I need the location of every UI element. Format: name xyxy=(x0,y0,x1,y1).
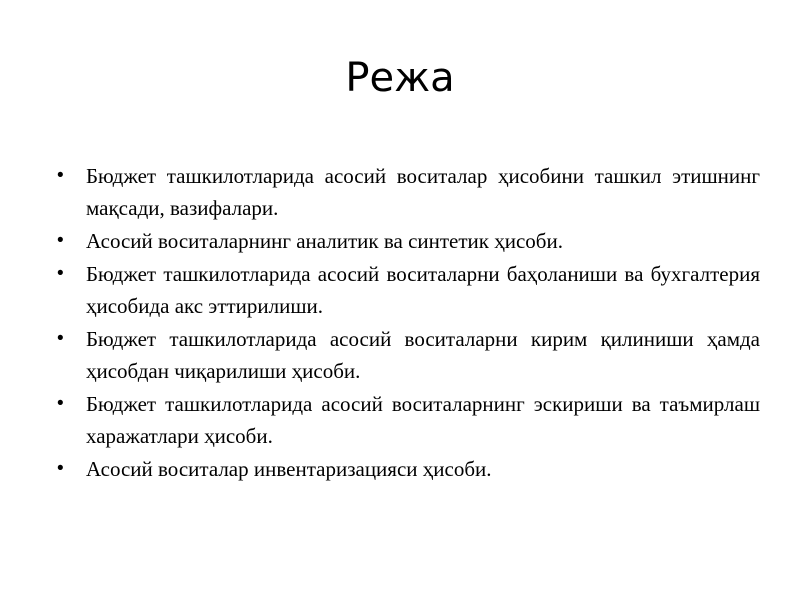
list-item-text: Асосий воситаларнинг аналитик ва синтетик ҳисоби. xyxy=(86,229,563,253)
list-item-text: Бюджет ташкилотларида асосий воситалар ҳисобини ташкил этишнинг мақсади, вазифалари. xyxy=(86,164,760,220)
list-item xyxy=(56,453,760,485)
list-item xyxy=(56,225,760,257)
list-item-text: Бюджет ташкилотларида асосий воситаларнинг эскириши ва таъмирлаш харажатлари ҳисоби. xyxy=(86,392,760,448)
list-item xyxy=(56,160,760,224)
bullet-icon: • xyxy=(57,263,64,284)
list-item-text: Бюджет ташкилотларида асосий воситаларни кирим қилиниши ҳамда ҳисобдан чиқарилиши ҳисоби. xyxy=(86,327,760,383)
bullet-icon: • xyxy=(57,393,64,414)
list-item-text: Асосий воситалар инвентаризацияси ҳисоби. xyxy=(86,457,492,481)
list-item xyxy=(56,388,760,452)
list-item-text: Бюджет ташкилотларида асосий воситаларни баҳоланиши ва бухгалтерия ҳисобида акс эттирилиши. xyxy=(86,262,760,318)
list-item xyxy=(56,323,760,387)
slide-title: Режа xyxy=(345,55,455,101)
bullet-icon: • xyxy=(57,458,64,479)
bullet-icon: • xyxy=(57,328,64,349)
bullet-icon: • xyxy=(57,230,64,251)
list-item xyxy=(56,258,760,322)
bullet-list xyxy=(56,160,760,486)
bullet-icon: • xyxy=(57,165,64,186)
